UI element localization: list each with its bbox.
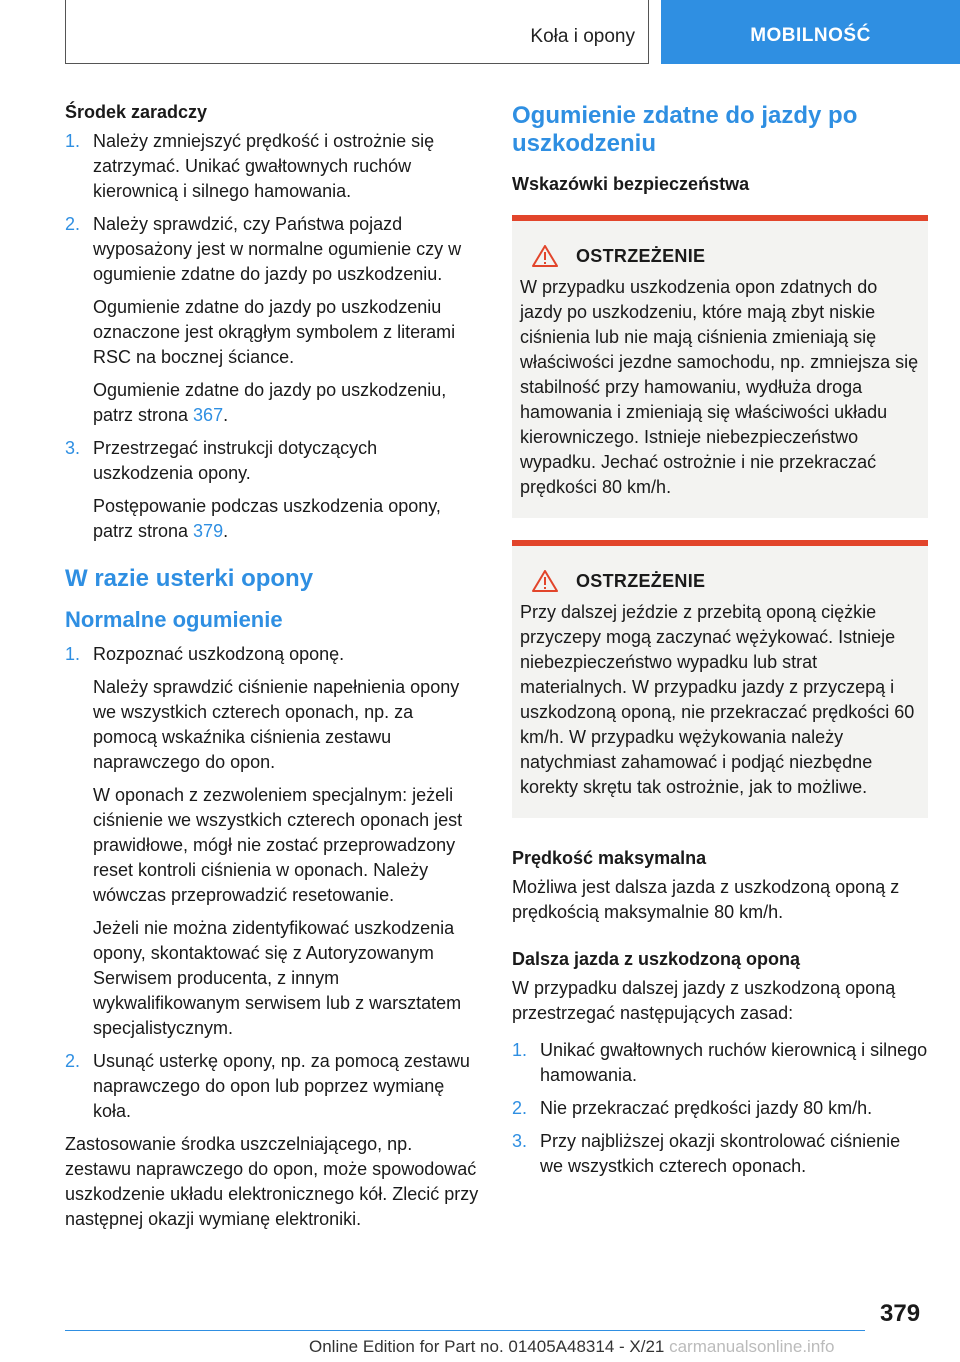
paragraph: Ogumienie zdatne do jazdy po uszkodzeniu oznaczone jest okrągłym symbolem z literami RSC na bocznej ściance.	[93, 297, 456, 367]
list-number: 3.	[512, 1131, 528, 1151]
paragraph: W oponach z zezwoleniem specjalnym: jeżeli ciśnienie we wszystkich czterech oponach jest prawidłowe, mógł nie zostać przeprowadzony reset kontroli ciśnienia w oponach. Należy wówczas przeprowadzić resetowanie.	[93, 785, 463, 905]
closing-paragraph: Zastosowanie środka uszczelniającego, np. zestawu naprawczego do opon, może spowodować uszkodzenie układu elektronicznego kół. Zlecić przy następnej okazji wymianę elektroniki.	[65, 1134, 479, 1229]
list-item	[512, 1129, 928, 1179]
maxspeed-title: Prędkość maksymalna	[512, 848, 707, 868]
paragraph-text: Postępowanie podczas uszkodzenia opony, patrz strona	[93, 496, 441, 541]
paragraph-end: .	[223, 405, 229, 425]
remedy-title: Środek zaradczy	[65, 102, 208, 122]
paragraph: Należy sprawdzić ciśnienie napełnienia opony we wszystkich czterech oponach, np. za pomocą wskaźnika ciśnienia zestawu naprawczego do opon.	[93, 677, 460, 772]
chapter-tab[interactable]	[661, 0, 960, 64]
list-number: 2.	[65, 1051, 81, 1071]
paragraph	[65, 378, 480, 428]
warning-box	[512, 215, 928, 518]
subsection-heading: Normalne ogumienie	[65, 607, 283, 632]
warning-text: Przy dalszej jeździe z przebitą oponą ciężkie przyczepy mogą zaczynać wężykować. Istnieje niebezpieczeństwo wypadku lub strat materialnych. W przypadku jazdy z przyczepą i uszkodzoną oponą, nie przekraczać prędkości 60 km/h. W przypadku wężykowania należy natychmiast zahamować i podjąć niezbędne korekty skrętu tak ostrożnie, jak to możliwe.	[520, 602, 915, 797]
warning-header	[532, 245, 920, 267]
list-item	[65, 212, 480, 287]
safety-title: Wskazówki bezpieczeństwa	[512, 174, 750, 194]
list-text: Należy sprawdzić, czy Państwa pojazd wyposażony jest w normalne ogumienie czy w ogumienie zdatne do jazdy po uszkodzeniu.	[93, 214, 462, 284]
left-column	[65, 100, 480, 1240]
site-watermark: carmanualsonline.info	[669, 1337, 835, 1356]
section-title: Koła i opony	[530, 26, 635, 47]
list-number: 3.	[65, 438, 81, 458]
page-link-379[interactable]: 379	[193, 521, 224, 541]
page-number: 379	[880, 1300, 921, 1327]
continue-text: W przypadku dalszej jazdy z uszkodzoną oponą przestrzegać następujących zasad:	[512, 978, 896, 1023]
list-number: 1.	[65, 644, 81, 664]
list-text: Przy najbliższej okazji skontrolować ciśnienie we wszystkich czterech oponach.	[540, 1131, 901, 1176]
paragraph	[65, 494, 480, 544]
list-number: 2.	[512, 1098, 528, 1118]
list-item	[65, 129, 480, 204]
warning-text: W przypadku uszkodzenia opon zdatnych do jazdy po uszkodzeniu, które mają zbyt niskie ciśnienia lub nie mają ciśnienia zmieniają się właściwości jezdne samochodu, np. zmniejsza się stabilność przy hamowaniu, wydłuża droga hamowania i zmieniają się właściwości układu kierowniczego. Istnieje niebezpieczeństwo wypadku. Jechać ostrożnie i nie przekraczać prędkości 80 km/h.	[520, 277, 919, 497]
warning-title: OSTRZEŻENIE	[576, 570, 706, 591]
warning-header	[532, 570, 920, 592]
footer-text	[309, 1337, 834, 1357]
list-number: 2.	[65, 214, 81, 234]
list-text: Przestrzegać instrukcji dotyczących uszkodzenia opony.	[93, 438, 378, 483]
continue-title: Dalsza jazda z uszkodzoną oponą	[512, 949, 801, 969]
list-item	[65, 642, 480, 667]
list-text: Należy zmniejszyć prędkość i ostrożnie się zatrzymać. Unikać gwałtownych ruchów kierownicą i silnego hamowania.	[93, 131, 435, 201]
list-number: 1.	[65, 131, 81, 151]
warning-triangle-icon	[532, 245, 558, 267]
warning-triangle-icon	[532, 570, 558, 592]
right-column	[512, 100, 928, 1187]
warning-title: OSTRZEŻENIE	[576, 245, 706, 266]
edition-text: Online Edition for Part no. 01405A48314 - X/21	[309, 1337, 665, 1356]
list-number: 1.	[512, 1040, 528, 1060]
paragraph-end: .	[223, 521, 229, 541]
list-item	[65, 436, 480, 486]
page-link-367[interactable]: 367	[193, 405, 224, 425]
list-text: Nie przekraczać prędkości jazdy 80 km/h.	[540, 1098, 873, 1118]
section-heading: Ogumienie zdatne do jazdy po uszkodzeniu	[512, 102, 858, 157]
section-heading: W razie usterki opony	[65, 565, 314, 592]
footer-divider	[65, 1330, 865, 1331]
chapter-tab-label: MOBILNOŚĆ	[750, 25, 871, 46]
list-text: Rozpoznać uszkodzoną oponę.	[93, 644, 345, 664]
warning-box	[512, 540, 928, 818]
list-item	[512, 1096, 928, 1121]
paragraph: Jeżeli nie można zidentyfikować uszkodzenia opony, skontaktować się z Autoryzowanym Serwisem producenta, z innym wykwalifikowanym serwisem lub z warsztatem specjalistycznym.	[93, 918, 462, 1038]
paragraph-text: Ogumienie zdatne do jazdy po uszkodzeniu, patrz strona	[93, 380, 447, 425]
list-item	[512, 1038, 928, 1088]
maxspeed-text: Możliwa jest dalsza jazda z uszkodzoną oponą z prędkością maksymalnie 80 km/h.	[512, 877, 900, 922]
list-text: Usunąć usterkę opony, np. za pomocą zestawu naprawczego do opon lub poprzez wymianę koła.	[93, 1051, 470, 1121]
list-text: Unikać gwałtownych ruchów kierownicą i silnego hamowania.	[540, 1040, 928, 1085]
list-item	[65, 1049, 480, 1124]
